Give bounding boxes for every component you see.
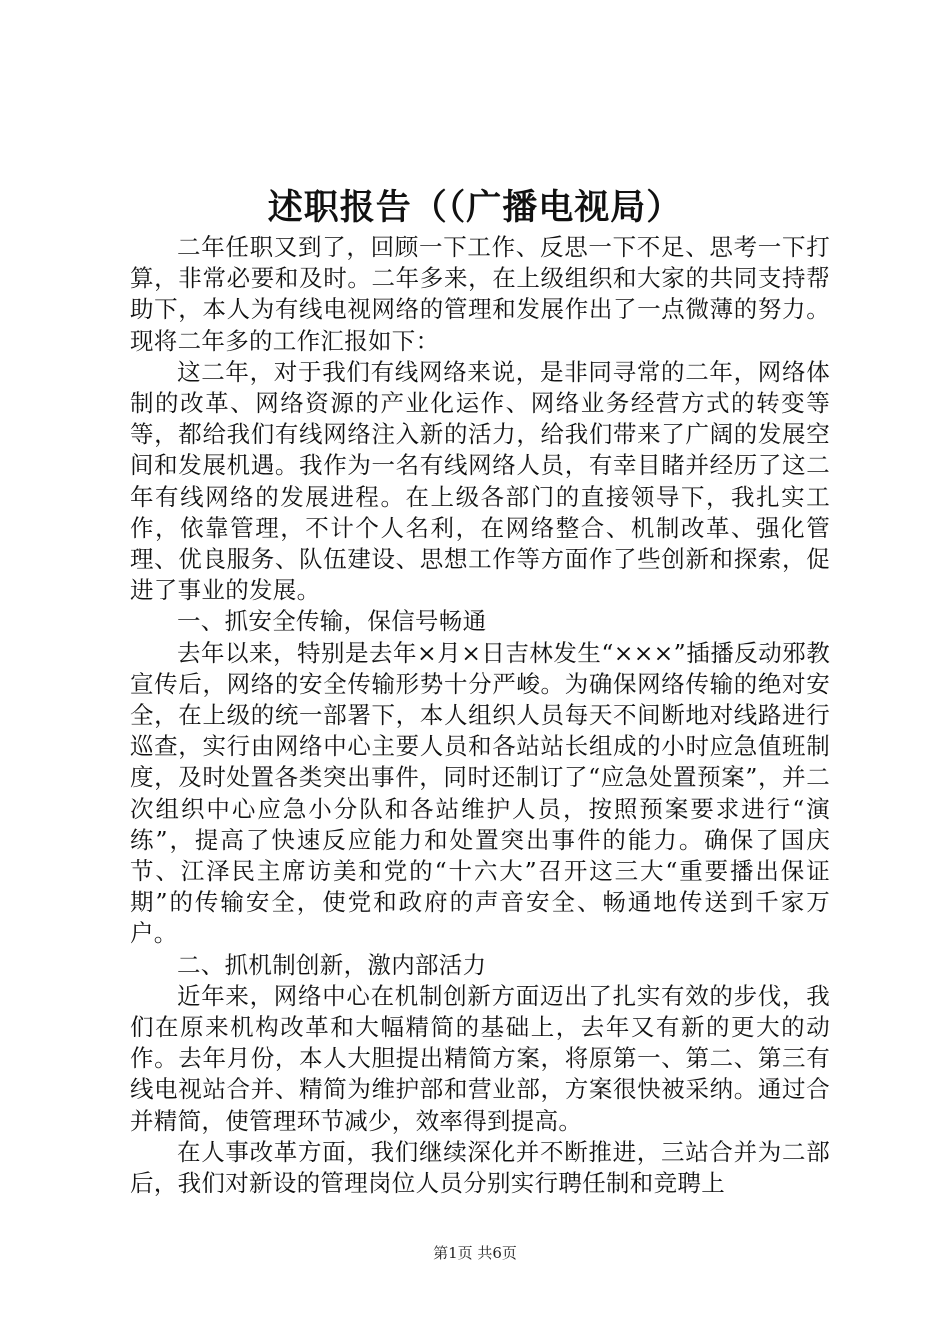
paragraph-overview: 这二年，对于我们有线网络来说，是非同寻常的二年，网络体制的改革、网络资源的产业化运作、网络业务经营方式的转变等等，都给我们有线网络注入新的活力，给我们带来了广阔的发展空间和发展机遇。我作为一名有线网络人员，有幸目睹并经历了这二年有线网络的发展进程。在上级各部门的直接领导下，我扎实工作，依靠管理，不计个人名利，在网络整合、机制改革、强化管理、优良服务、队伍建设、思想工作等方面作了些创新和探索，促进了事业的发展。 bbox=[130, 357, 830, 605]
paragraph-personnel: 在人事改革方面，我们继续深化并不断推进，三站合并为二部后，我们对新设的管理岗位人员分别实行聘任制和竞聘上 bbox=[130, 1137, 830, 1198]
page-number-footer: 第1页 共6页 bbox=[433, 1244, 517, 1262]
document-title: 述职报告（（广播电视局） bbox=[267, 187, 683, 228]
document-body bbox=[130, 232, 830, 1199]
section-heading-1: 一、抓安全传输，保信号畅通 bbox=[177, 607, 487, 636]
paragraph-mechanism: 近年来，网络中心在机制创新方面迈出了扎实有效的步伐，我们在原来机构改革和大幅精简的基础上，去年又有新的更大的动作。去年月份，本人大胆提出精简方案，将原第一、第二、第三有线电视站合并、精简为维护部和营业部，方案很快被采纳。通过合并精简，使管理环节减少，效率得到提高。 bbox=[130, 981, 830, 1135]
paragraph-safety: 去年以来，特别是去年×月×日吉林发生“×××”插播反动邪教宣传后，网络的安全传输形势十分严峻。为确保网络传输的绝对安全，在上级的统一部署下，本人组织人员每天不间断地对线路进行巡查，实行由网络中心主要人员和各站站长组成的小时应急值班制度，及时处置各类突出事件，同时还制订了“应急处置预案”，并二次组织中心应急小分队和各站维护人员，按照预案要求进行“演练”，提高了快速反应能力和处置突出事件的能力。确保了国庆节、江泽民主席访美和党的“十六大”召开这三大“重要播出保证期”的传输安全，使党和政府的声音安全、畅通地传送到千家万户。 bbox=[130, 638, 830, 948]
section-heading-2: 二、抓机制创新，激内部活力 bbox=[177, 950, 487, 979]
paragraph-intro: 二年任职又到了，回顾一下工作、反思一下不足、思考一下打算，非常必要和及时。二年多来，在上级组织和大家的共同支持帮助下，本人为有线电视网络的管理和发展作出了一点微薄的努力。现将二年多的工作汇报如下： bbox=[130, 233, 830, 355]
